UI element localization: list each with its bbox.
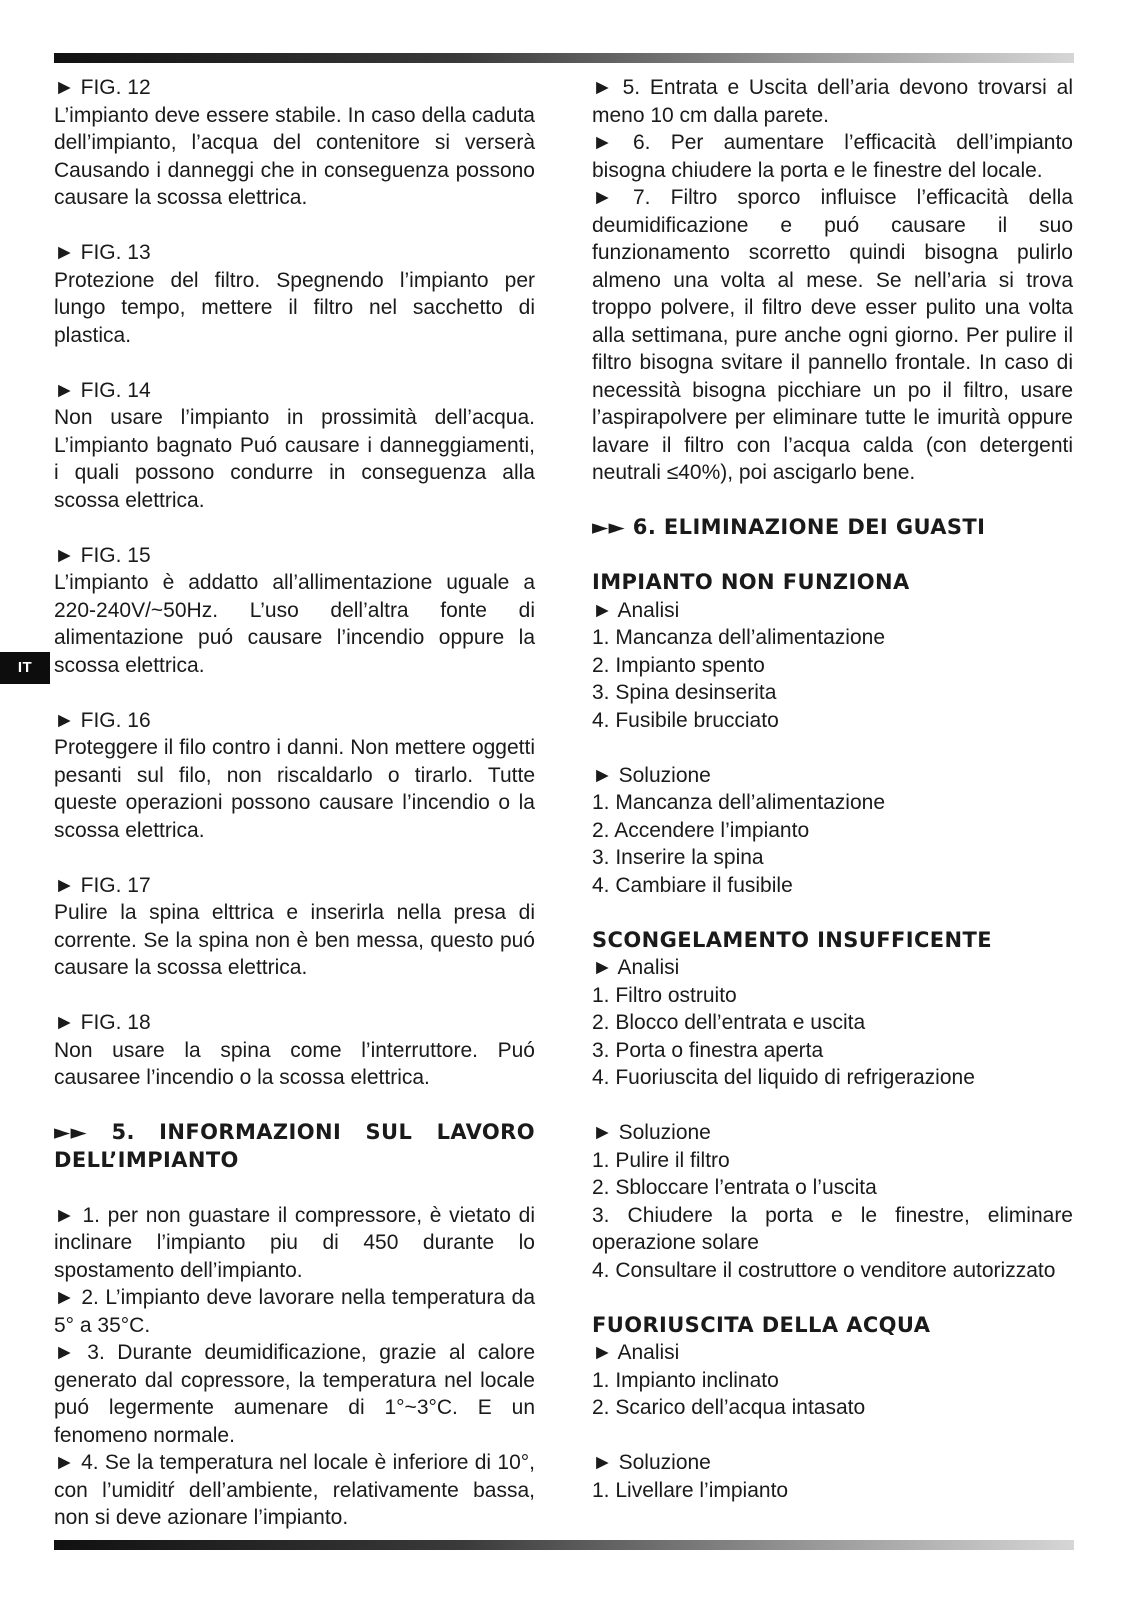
fault-2-title: SCONGELAMENTO INSUFFICENTE (592, 927, 992, 952)
list-item: 2. Blocco dell’entrata e uscita (592, 1011, 866, 1034)
section-5-heading: ►► 5. INFORMAZIONI SUL LAVORO DELL’IMPIANTO (54, 1120, 535, 1172)
fig16-text: Proteggere il filo contro i danni. Non mettere oggetti pesanti sul filo, non riscaldarlo o tirarlo. Tutte queste operazioni possono causare l’incendio o la scossa elettrica. (54, 736, 535, 842)
list-item: 1. Pulire il filtro (592, 1148, 730, 1172)
list-item: 2. Impianto spento (592, 653, 765, 677)
list-item: 1. Impianto inclinato (592, 1368, 779, 1392)
work-info-5: ► 5. Entrata e Uscita dell’aria devono trovarsi al meno 10 cm dalla parete. (592, 76, 1073, 127)
fault-3-analysis-label: ► Analisi (592, 1341, 680, 1364)
list-item: 3. Spina desinserita (592, 681, 777, 704)
fig17-title: ► FIG. 17 (54, 873, 151, 897)
list-item: 1. Mancanza dell’alimentazione (592, 626, 886, 649)
fig13-title: ► FIG. 13 (54, 241, 151, 264)
list-item: 2. Scarico dell’acqua intasato (592, 1396, 866, 1419)
fault-3-title: FUORIUSCITA DELLA ACQUA (592, 1312, 931, 1337)
fig18-text: Non usare la spina come l’interruttore. Puó causaree l’incendio o la scossa elettrica. (54, 1038, 535, 1089)
top-rule (54, 53, 1074, 63)
list-item: 1. Livellare l’impianto (592, 1478, 789, 1502)
list-item: 3. Porta o finestra aperta (592, 1038, 824, 1062)
bottom-rule (54, 1540, 1074, 1550)
list-item: 2. Sbloccare l’entrata o l’uscita (592, 1176, 877, 1199)
fig17-text: Pulire la spina elttrica e inserirla nella presa di corrente. Se la spina non è ben messa, questo puó causare la scossa elettrica. (54, 901, 535, 979)
list-item: 3. Inserire la spina (592, 846, 764, 869)
work-info-3: ► 3. Durante deumidificazione, grazie al calore generato dal copressore, la temperatura nel locale puó legermente aumenare di 1°~3°C. E un fenomeno normale. (54, 1341, 535, 1447)
fig14-text: Non usare l’impianto in prossimità dell’acqua. L’impianto bagnato Puó causare i danneggiamenti, i quali possono condurre in conseguenza alla scossa elettrica. (54, 406, 535, 512)
fig15-text: L’impianto è addatto all’allimentazione uguale a 220-240V/~50Hz. L’uso dell’altra fonte di alimentazione puó causare l’incendio oppure la scossa elettrica. (54, 571, 535, 677)
list-item: 3. Chiudere la porta e le finestre, eliminare operazione solare (592, 1203, 1073, 1254)
fault-2-analysis-label: ► Analisi (592, 956, 680, 979)
fault-2-solution-label: ► Soluzione (592, 1121, 711, 1144)
list-item: 4. Consultare il costruttore o venditore autorizzato (592, 1258, 1056, 1282)
list-item: 4. Fuoriuscita del liquido di refrigerazione (592, 1066, 975, 1089)
list-item: 2. Accendere l’impianto (592, 818, 810, 842)
fault-1-analysis-label: ► Analisi (592, 598, 680, 622)
fig18-title: ► FIG. 18 (54, 1011, 151, 1034)
section-6-heading: ►► 6. ELIMINAZIONE DEI GUASTI (592, 515, 986, 539)
right-column (592, 74, 1073, 1504)
work-info-7: ► 7. Filtro sporco influisce l’efficacità della deumidificazione e puó causare il suo funzionamento scorretto quindi bisogna pulirlo almeno una volta al mese. Se nell’aria si trova troppo polvere, il filtro deve esser pulito una volta alla settimana, pure anche ogni giorno. Per pulire il filtro bisogna svitare il pannello frontale. In caso di necessità bisogna picchiare un po il filtro, usare l’aspirapolvere per eliminare tutte le imurità oppure lavare il filtro con l’acqua calda (con detergenti neutrali ≤40%), poi ascigarlo bene. (592, 186, 1073, 484)
work-info-6: ► 6. Per aumentare l’efficacità dell’impianto bisogna chiudere la porta e le finestre del locale. (592, 131, 1073, 182)
list-item: 1. Mancanza dell’alimentazione (592, 791, 886, 814)
list-item: 4. Fusibile brucciato (592, 708, 779, 732)
fig12-text: L’impianto deve essere stabile. In caso della caduta dell’impianto, l’acqua del contenitore si verserà Causando i danneggi che in conseguenza possono causare la scossa elettrica. (54, 103, 535, 209)
language-tab: IT (0, 652, 50, 684)
fig13-text: Protezione del filtro. Spegnendo l’impianto per lungo tempo, mettere il filtro nel sacchetto di plastica. (54, 268, 535, 347)
fault-3-solution-label: ► Soluzione (592, 1451, 711, 1474)
work-info-2: ► 2. L’impianto deve lavorare nella temperatura da 5° a 35°C. (54, 1286, 535, 1337)
work-info-1: ► 1. per non guastare il compressore, è vietato di inclinare l’impianto piu di 450 durante lo spostamento dell’impianto. (54, 1203, 535, 1282)
work-info-4: ► 4. Se la temperatura nel locale è inferiore di 10°, con l’umiditŕ dell’ambiente, relativamente bassa, non si deve azionare l’impianto. (54, 1451, 535, 1529)
fault-1-solution-label: ► Soluzione (592, 763, 711, 787)
fig12-title: ► FIG. 12 (54, 76, 151, 99)
left-column (54, 74, 535, 1532)
list-item: 4. Cambiare il fusibile (592, 873, 793, 897)
fault-1-title: IMPIANTO NON FUNZIONA (592, 570, 910, 594)
fig16-title: ► FIG. 16 (54, 708, 151, 732)
list-item: 1. Filtro ostruito (592, 983, 737, 1007)
fig14-title: ► FIG. 14 (54, 378, 151, 402)
fig15-title: ► FIG. 15 (54, 543, 151, 567)
